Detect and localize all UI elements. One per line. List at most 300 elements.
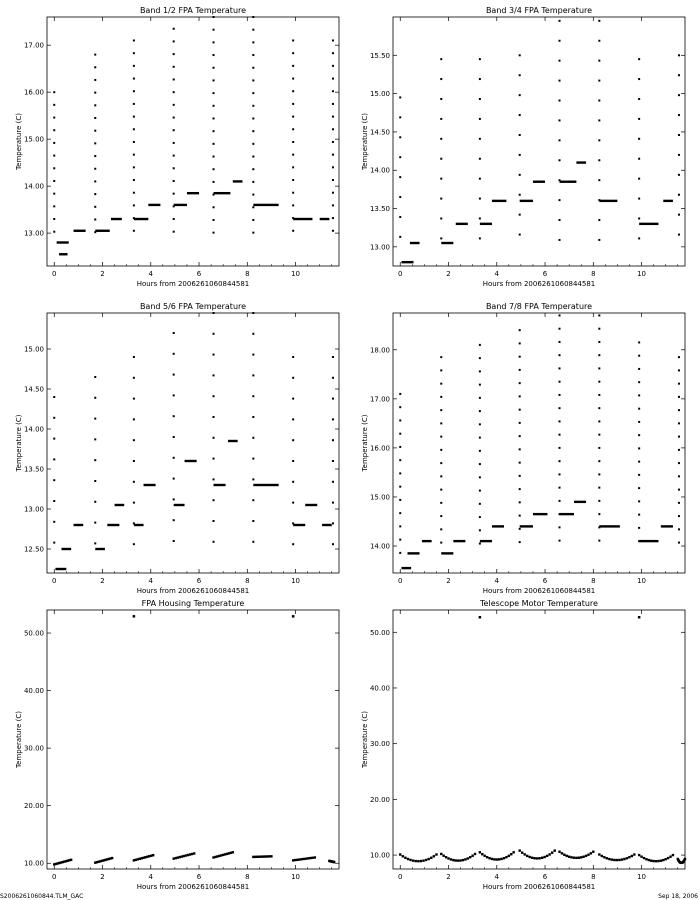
data-point — [533, 857, 535, 859]
data-plateau — [322, 524, 332, 526]
data-point — [479, 178, 481, 180]
data-point — [94, 459, 96, 461]
data-plateau — [533, 513, 547, 515]
y-tick-label: 15.00 — [23, 345, 44, 354]
data-point — [479, 516, 481, 518]
data-point — [173, 519, 175, 521]
data-point — [399, 446, 401, 448]
data-point — [440, 198, 442, 200]
data-point — [519, 409, 521, 411]
data-plateau — [55, 568, 66, 570]
data-point — [292, 377, 294, 379]
data-point — [678, 489, 680, 491]
data-plateau — [57, 241, 69, 243]
data-point — [678, 475, 680, 477]
data-plateau — [144, 484, 156, 486]
data-point — [173, 180, 175, 182]
data-point — [638, 158, 640, 160]
data-point — [559, 447, 561, 449]
data-point — [618, 859, 620, 861]
data-point — [252, 354, 254, 356]
y-tick-label: 18.00 — [369, 346, 390, 355]
data-point — [53, 91, 55, 93]
y-tick-label: 17.00 — [23, 41, 44, 50]
y-tick-label: 13.50 — [369, 205, 390, 214]
data-point — [479, 450, 481, 452]
data-point — [94, 117, 96, 119]
data-point — [440, 356, 442, 358]
data-point — [575, 857, 577, 859]
source-filename: S2006261060844.TLM_GAC — [0, 893, 84, 900]
x-tick-label: 2 — [446, 577, 451, 585]
data-point — [173, 53, 175, 55]
data-point — [252, 219, 254, 221]
data-point — [440, 489, 442, 491]
data-point — [173, 91, 175, 93]
data-point — [332, 460, 334, 462]
data-point — [611, 858, 613, 860]
data-point — [479, 423, 481, 425]
data-point — [455, 859, 457, 861]
data-point — [399, 176, 401, 178]
data-point — [531, 857, 533, 859]
data-point — [440, 178, 442, 180]
data-point — [213, 416, 215, 418]
data-point — [559, 20, 561, 22]
data-point — [332, 543, 334, 545]
data-plateau — [95, 230, 109, 232]
data-point — [519, 528, 521, 530]
data-point — [519, 382, 521, 384]
data-point — [496, 858, 498, 860]
x-tick-label: 6 — [542, 577, 548, 585]
data-point — [479, 198, 481, 200]
x-axis-label: Hours from 2006261060844581 — [482, 587, 596, 595]
data-point — [213, 374, 215, 376]
y-tick-label: 20.00 — [369, 795, 390, 804]
data-point — [292, 128, 294, 130]
data-point — [440, 515, 442, 517]
data-point — [133, 90, 135, 92]
data-point — [638, 198, 640, 200]
data-point — [488, 857, 490, 859]
data-point — [133, 502, 135, 504]
data-point — [213, 41, 215, 43]
data-point — [462, 859, 464, 861]
data-point — [292, 481, 294, 483]
data-point — [538, 857, 540, 859]
data-point — [213, 16, 215, 18]
data-point — [598, 500, 600, 502]
data-point — [213, 92, 215, 94]
data-plateau — [560, 513, 574, 515]
x-tick-label: 4 — [148, 873, 154, 881]
data-point — [678, 369, 680, 371]
data-point — [301, 858, 303, 860]
data-point — [292, 166, 294, 168]
data-point — [678, 94, 680, 96]
data-point — [252, 478, 254, 480]
data-point — [559, 540, 561, 542]
data-point — [519, 174, 521, 176]
y-tick-label: 10.00 — [369, 851, 390, 860]
data-point — [672, 854, 674, 856]
data-point — [486, 856, 488, 858]
data-point — [664, 858, 666, 860]
data-point — [252, 117, 254, 119]
plot-frame — [47, 17, 339, 266]
data-point — [399, 459, 401, 461]
data-point — [479, 118, 481, 120]
x-tick-label: 8 — [591, 270, 596, 278]
chart-title: FPA Housing Temperature — [141, 599, 245, 608]
data-point — [173, 332, 175, 334]
data-plateau — [599, 200, 617, 202]
data-point — [566, 855, 568, 857]
data-point — [519, 114, 521, 116]
data-point — [598, 139, 600, 141]
y-tick-label: 20.00 — [23, 802, 44, 811]
data-point — [94, 168, 96, 170]
data-point — [173, 66, 175, 68]
x-tick-label: 0 — [52, 873, 57, 881]
data-point — [133, 52, 135, 54]
data-point — [598, 540, 600, 542]
data-point — [399, 539, 401, 541]
data-point — [479, 370, 481, 372]
data-plateau — [74, 524, 84, 526]
data-point — [399, 393, 401, 395]
data-point — [332, 128, 334, 130]
data-plateau — [422, 540, 432, 542]
data-point — [598, 341, 600, 343]
data-point — [638, 500, 640, 502]
data-point — [598, 179, 600, 181]
chart-title: Telescope Motor Temperature — [480, 599, 598, 608]
data-point — [213, 130, 215, 132]
x-tick-label: 2 — [100, 873, 105, 881]
data-point — [541, 857, 543, 859]
data-point — [645, 858, 647, 860]
data-point — [292, 460, 294, 462]
data-plateau — [134, 524, 144, 526]
data-point — [173, 478, 175, 480]
data-point — [479, 138, 481, 140]
data-point — [133, 418, 135, 420]
data-point — [53, 205, 55, 207]
data-point — [657, 860, 659, 862]
data-point — [559, 40, 561, 42]
data-point — [479, 344, 481, 346]
data-point — [296, 859, 298, 861]
data-plateau — [185, 460, 197, 462]
data-point — [292, 78, 294, 80]
data-point — [314, 856, 316, 858]
data-point — [175, 857, 177, 859]
data-plateau — [253, 484, 278, 486]
data-point — [332, 179, 334, 181]
data-point — [427, 858, 429, 860]
data-point — [433, 855, 435, 857]
data-point — [133, 154, 135, 156]
data-point — [332, 398, 334, 400]
y-tick-label: 17.00 — [369, 395, 390, 404]
data-point — [598, 159, 600, 161]
data-point — [333, 861, 335, 863]
data-point — [519, 74, 521, 76]
data-plateau — [639, 223, 658, 225]
data-point — [660, 860, 662, 862]
data-plateau — [453, 540, 465, 542]
y-tick-label: 30.00 — [369, 740, 390, 749]
data-point — [399, 96, 401, 98]
data-point — [652, 860, 654, 862]
x-tick-label: 10 — [637, 270, 647, 278]
data-plateau — [401, 567, 411, 569]
data-point — [417, 860, 419, 862]
x-axis-label: Hours from 2006261060844581 — [136, 280, 250, 288]
data-plateau — [293, 218, 312, 220]
data-point — [519, 395, 521, 397]
data-point — [213, 206, 215, 208]
data-point — [53, 458, 55, 460]
data-point — [399, 196, 401, 198]
data-point — [292, 439, 294, 441]
data-point — [603, 856, 605, 858]
y-tick-label: 16.00 — [369, 444, 390, 453]
data-point — [519, 214, 521, 216]
data-point — [332, 90, 334, 92]
data-point — [298, 858, 300, 860]
data-point — [53, 155, 55, 157]
data-point — [479, 490, 481, 492]
data-point — [640, 856, 642, 858]
data-point — [399, 552, 401, 554]
data-plateau — [520, 525, 533, 527]
data-plateau — [214, 192, 231, 194]
x-tick-label: 6 — [542, 873, 548, 881]
data-plateau — [441, 552, 453, 554]
data-point — [311, 857, 313, 859]
y-axis-label: Temperature (C) — [15, 113, 23, 170]
data-point — [440, 436, 442, 438]
data-point — [479, 98, 481, 100]
data-point — [213, 333, 215, 335]
chart-title: Band 7/8 FPA Temperature — [485, 302, 593, 311]
data-point — [638, 434, 640, 436]
data-point — [332, 522, 334, 524]
data-point — [133, 192, 135, 194]
data-point — [621, 858, 623, 860]
data-point — [638, 237, 640, 239]
data-point — [558, 851, 560, 853]
data-point — [638, 408, 640, 410]
data-point — [173, 457, 175, 459]
data-point — [172, 857, 174, 859]
data-point — [94, 480, 96, 482]
data-point — [252, 143, 254, 145]
y-tick-label: 30.00 — [23, 744, 44, 753]
y-tick-label: 12.50 — [23, 545, 44, 554]
data-point — [573, 857, 575, 859]
data-point — [442, 855, 444, 857]
data-point — [638, 58, 640, 60]
data-point — [590, 852, 592, 854]
data-point — [213, 437, 215, 439]
y-axis-label: Temperature (C) — [361, 414, 369, 472]
data-point — [189, 853, 191, 855]
data-point — [519, 462, 521, 464]
data-point — [70, 859, 72, 861]
x-axis-label: Hours from 2006261060844581 — [136, 587, 250, 595]
data-point — [94, 397, 96, 399]
data-point — [173, 104, 175, 106]
y-tick-label: 50.00 — [23, 629, 44, 638]
data-point — [407, 858, 409, 860]
data-point — [518, 849, 520, 851]
data-plateau — [639, 540, 658, 542]
data-point — [399, 499, 401, 501]
data-point — [631, 855, 633, 857]
data-point — [559, 420, 561, 422]
data-point — [309, 857, 311, 859]
data-point — [440, 138, 442, 140]
data-point — [519, 356, 521, 358]
data-point — [440, 396, 442, 398]
y-tick-label: 16.00 — [23, 88, 44, 97]
y-tick-label: 14.00 — [23, 182, 44, 191]
y-tick-label: 10.00 — [23, 859, 44, 868]
data-point — [559, 473, 561, 475]
data-point — [177, 856, 179, 858]
data-point — [628, 856, 630, 858]
data-point — [213, 520, 215, 522]
data-point — [173, 218, 175, 220]
data-point — [503, 857, 505, 859]
data-point — [252, 168, 254, 170]
data-point — [469, 856, 471, 858]
data-point — [559, 100, 561, 102]
data-point — [252, 416, 254, 418]
data-point — [53, 142, 55, 144]
data-point — [213, 312, 215, 314]
data-point — [173, 498, 175, 500]
data-point — [425, 859, 427, 861]
data-point — [252, 29, 254, 31]
x-tick-label: 10 — [291, 577, 301, 585]
y-tick-label: 14.50 — [369, 128, 390, 137]
x-tick-label: 2 — [446, 270, 451, 278]
data-point — [638, 514, 640, 516]
data-point — [332, 217, 334, 219]
data-point — [294, 859, 296, 861]
data-point — [440, 158, 442, 160]
data-point — [440, 475, 442, 477]
data-plateau — [574, 501, 586, 503]
data-point — [519, 329, 521, 331]
data-point — [464, 858, 466, 860]
data-point — [598, 219, 600, 221]
data-point — [252, 395, 254, 397]
data-plateau — [61, 548, 71, 550]
data-point — [252, 232, 254, 234]
data-point — [598, 434, 600, 436]
data-point — [528, 856, 530, 858]
data-point — [173, 40, 175, 42]
data-point — [543, 856, 545, 858]
data-plateau — [59, 253, 67, 255]
data-point — [420, 860, 422, 862]
data-point — [559, 328, 561, 330]
data-point — [292, 65, 294, 67]
data-point — [415, 860, 417, 862]
x-tick-label: 2 — [446, 873, 451, 881]
x-tick-label: 0 — [398, 270, 403, 278]
data-point — [213, 117, 215, 119]
data-plateau — [599, 525, 620, 527]
data-point — [94, 542, 96, 544]
data-plateau — [407, 552, 419, 554]
data-point — [94, 79, 96, 81]
data-point — [601, 855, 603, 857]
data-point — [440, 78, 442, 80]
data-point — [252, 92, 254, 94]
data-point — [53, 521, 55, 523]
data-point — [519, 94, 521, 96]
data-point — [332, 192, 334, 194]
data-point — [479, 397, 481, 399]
y-tick-label: 15.00 — [369, 90, 390, 99]
data-point — [133, 481, 135, 483]
data-point — [440, 542, 442, 544]
data-point — [332, 418, 334, 420]
data-point — [252, 458, 254, 460]
data-spike — [133, 615, 136, 618]
data-plateau — [533, 181, 545, 183]
data-plateau — [95, 548, 105, 550]
data-point — [638, 98, 640, 100]
data-point — [292, 418, 294, 420]
y-tick-label: 14.00 — [369, 166, 390, 175]
data-point — [678, 134, 680, 136]
data-point — [292, 543, 294, 545]
data-point — [479, 437, 481, 439]
data-point — [598, 367, 600, 369]
data-point — [519, 422, 521, 424]
data-plateau — [253, 204, 278, 206]
data-point — [179, 856, 181, 858]
data-point — [638, 381, 640, 383]
data-plateau — [233, 180, 243, 182]
data-point — [332, 439, 334, 441]
x-tick-label: 10 — [637, 873, 647, 881]
data-spike — [292, 615, 295, 618]
data-point — [559, 434, 561, 436]
data-point — [440, 409, 442, 411]
data-point — [332, 65, 334, 67]
data-point — [252, 333, 254, 335]
data-point — [650, 860, 652, 862]
x-tick-label: 0 — [398, 577, 403, 585]
data-plateau — [134, 218, 148, 220]
data-point — [213, 458, 215, 460]
data-point — [481, 853, 483, 855]
data-point — [412, 859, 414, 861]
data-plateau — [74, 230, 86, 232]
data-point — [94, 155, 96, 157]
x-tick-label: 8 — [591, 873, 596, 881]
data-point — [292, 859, 294, 861]
